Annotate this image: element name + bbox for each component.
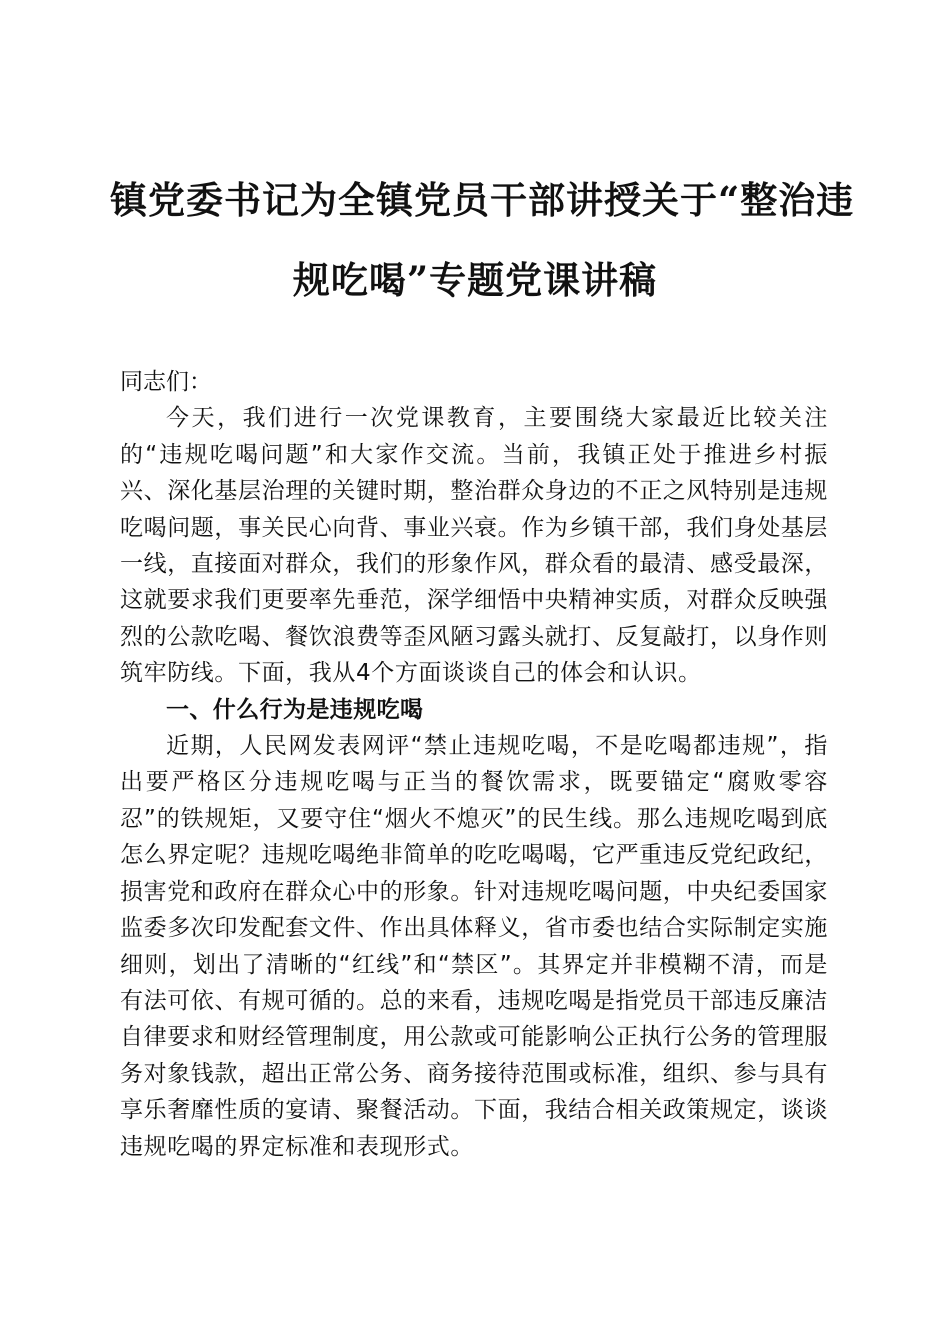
salutation: 同志们： [120, 369, 212, 395]
section-heading-1: 一、什么行为是违规吃喝 [166, 696, 424, 723]
document-title [110, 160, 855, 320]
intro-paragraph: 今天，我们进行一次党课教育，主要围绕大家最近比较关注的“违规吃喝问题”和大家作交流。当前，我镇正处于推进乡村振兴、深化基层治理的关键时期，整治群众身边的不正之风特别是违规吃喝问题，事关民心向背、事业兴衰。作为乡镇干部，我们身处基层一线，直接面对群众，我们的形象作风，群众看的最清、感受最深，这就要求我们更要率先垂范，深学细悟中央精神实质，对群众反映强烈的公款吃喝、餐饮浪费等歪风陋习露头就打、反复敲打，以身作则筑牢防线。下面，我从4个方面谈谈自己的体会和认识。 [120, 405, 828, 687]
title-line-1: 镇党委书记为全镇党员干部讲授关于“整治违 [110, 178, 855, 222]
section-1-paragraph: 近期，人民网发表网评“禁止违规吃喝，不是吃喝都违规”，指出要严格区分违规吃喝与正当的餐饮需求，既要锚定“腐败零容忍”的铁规矩，又要守住“烟火不熄灭”的民生线。那么违规吃喝到底怎么界定呢？违规吃喝绝非简单的吃吃喝喝，它严重违反党纪政纪，损害党和政府在群众心中的形象。针对违规吃喝问题，中央纪委国家监委多次印发配套文件、作出具体释义，省市委也结合实际制定实施细则，划出了清晰的“红线”和“禁区”。其界定并非模糊不清，而是有法可依、有规可循的。总的来看，违规吃喝是指党员干部违反廉洁自律要求和财经管理制度，用公款或可能影响公正执行公务的管理服务对象钱款，超出正常公务、商务接待范围或标准，组织、参与具有享乐奢靡性质的宴请、聚餐活动。下面，我结合相关政策规定，谈谈违规吃喝的界定标准和表现形式。 [120, 733, 828, 1160]
document-body [120, 364, 828, 1165]
title-line-2: 规吃喝”专题党课讲稿 [292, 258, 658, 302]
